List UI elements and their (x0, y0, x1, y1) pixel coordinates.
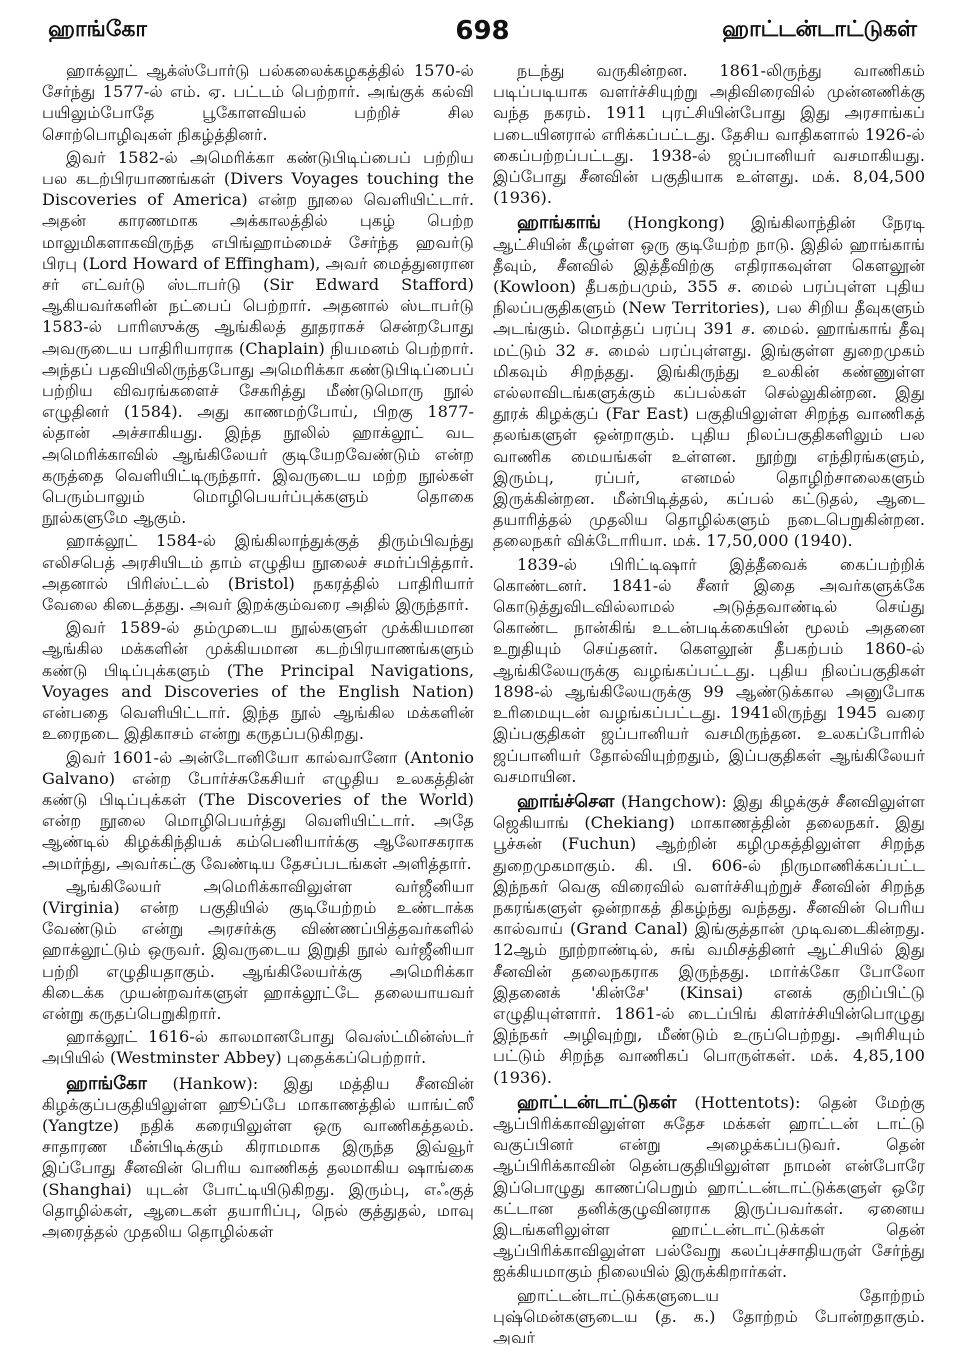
paragraph-text: ஹாக்லூட் 1616-ல் காலமானபோது வெஸ்ட்மின்ஸ்டர் அபியில் (Westminster Abbey) புதைக்கப்பெற்றார். (42, 1027, 474, 1068)
running-header (48, 14, 917, 48)
paragraph-text: நடந்து வருகின்றன. 1861-லிருந்து வாணிகம் படிப்படியாக வளர்ச்சியுற்று அதிவிரைவில் முன்னணிக்கு வந்த நகரம். 1911 புரட்சியின்போது இது அரசாங்கப் படையினரால் எரிக்கப்பட்டது. தேசிய வாதிகளால் 1926-ல் கைப்பற்றப்பட்டது. 1938-ல் ஜப்பானியர் வசமாகியது. இப்போது சீனவின் பகுதியாக உள்ளது. மக். 8,04,500 (1936). (493, 61, 925, 208)
paragraph-text: ஹாக்லூட் 1584-ல் இங்கிலாந்துக்குத் திரும்பிவந்து எலிசபெத் அரசியிடம் தாம் எழுதிய நூலைச் சமர்ப்பித்தார். அதனால் பிரிஸ்ட்டல் (Bristol) நகரத்தில் பாதிரியார் வேலை கிடைத்தது. அவர் இறக்கும்வரை அதில் இருந்தார். (42, 531, 474, 615)
entry-paragraph (493, 791, 925, 1088)
left-column (42, 60, 474, 1350)
entry-headword: ஹாட்டன்டாட்டுகள் (517, 1091, 677, 1113)
body-paragraph (42, 876, 474, 1024)
body-paragraph (493, 1285, 925, 1349)
entry-paragraph (493, 1092, 925, 1283)
entry-headword: ஹாங்காங் (517, 212, 601, 234)
paragraph-text: ஆங்கிலேயர் அமெரிக்காவிலுள்ள வர்ஜீனியா (Virginia) என்ற பகுதியில் குடியேற்றம் உண்டாக்க வேண்டும் என்று அரசர்க்கு விண்ணப்பித்தவர்களில் ஹாக்லூட்டும் ஒருவர். இவருடைய இறுதி நூல் வர்ஜீனியா பற்றி எழுதியதாகும். ஆங்கிலேயர்க்கு அமெரிக்கா கிடைக்க முயன்றவர்களுள் ஹாக்லூட்டே தலையாயவர் என்று கருதப்பெறுகிறார். (42, 876, 474, 1023)
header-left-headword: ஹாங்கோ (48, 17, 147, 42)
page-number: 698 (455, 16, 510, 46)
paragraph-text: ஹாக்லூட் ஆக்ஸ்போர்டு பல்கலைக்கழகத்தில் 1570-ல் சேர்ந்து 1577-ல் எம். ஏ. பட்டம் பெற்றார். அங்குக் கல்வி பயிலும்போதே பூகோளவியல் பற்றிச் சில சொற்பொழிவுகள் நிகழ்த்தினர். (42, 61, 474, 144)
body-paragraph (42, 530, 474, 615)
paragraph-text: இவர் 1601-ல் அன்டோனியோ கால்வானோ (Antonio Galvano) என்ற போர்ச்சுகேசியர் எழுதிய உலகத்தின் கண்டு பிடிப்புக்கள் (The Discoveries of the World) என்ற நூலை மொழிபெயர்த்து வெளியிட்டார். அதே ஆண்டில் கிழக்கிந்தியக் கம்பெனியார்க்கு ஆலோசகராக அமர்ந்து, அவர்கட்கு வேண்டிய தேசப்படங்கள் அளித்தார். (42, 747, 474, 873)
header-right-headword: ஹாட்டன்டாட்டுகள் (722, 17, 917, 42)
entry-headword: ஹாங்கோ (66, 1072, 147, 1094)
text-columns (42, 60, 925, 1350)
paragraph-text: (Hottentots): தென் மேற்கு ஆப்பிரிக்காவிலுள்ள சுதேச மக்கள் ஹாட்டன் டாட்டு வகுப்பினர் என்று அழைக்கப்படுவர். தென் ஆப்பிரிக்காவின் தென்பகுதியிலுள்ள நாமன் என்போரே இப்பொழுது காணப்பெறும் ஹாட்டன்டாட்டுக்களுள் ஒரே கட்டான தனிக்குழுவினராக இருப்பவர்கள். ஏனைய இடங்களிலுள்ள ஹாட்டன்டாட்டுக்கள் தென் ஆப்பிரிக்காவிலுள்ள பல்வேறு கலப்புச்சாதியருள் சேர்ந்து ஐக்கியமாகும் நிலையில் இருக்கிறார்கள். (493, 1092, 925, 1282)
paragraph-text: இவர் 1582-ல் அமெரிக்கா கண்டுபிடிப்பைப் பற்றிய பல கடற்பிரயாணங்கள் (Divers Voyages touching the Discoveries of America) என்ற நூலை வெளியிட்டார். அதன் காரணமாக அக்காலத்தில் புகழ் பெற்ற மாலுமிகளாகவிருந்த எபிங்ஹாம்மைச் சேர்ந்த ஹவர்டு பிரபு (Lord Howard of Effingham), அவர் மைத்துனரான சர் எட்வர்டு ஸ்டாபர்டு (Sir Edward Stafford) ஆகியவர்களின் நட்பைப் பெற்றார். அதனால் ஸ்டாபர்டு 1583-ல் பாரிஸுக்கு ஆங்கிலத் தூதராகச் சென்றபோது அவருடைய பாதிரியாராக (Chaplain) நியமனம் பெற்றார். அந்தப் பதவியிலிருந்தபோது அமெரிக்கா கண்டுபிடிப்பைப் பற்றிய விவரங்களைச் சேகரித்து மீண்டுமொரு நூல் எழுதினர் (1584). அது காணமற்போய், பிறகு 1877-ல்தான் அச்சாகியது. இந்த நூலில் ஹாக்லூட் வட அமெரிக்காவில் ஆங்கிலேயர் குடியேறவேண்டும் என்ற கருத்தை வெளியிட்டிருந்தார். இவருடைய மற்ற நூல்கள் பெரும்பாலும் மொழிபெயர்ப்புக்களும் தொகை நூல்களுமே ஆகும். (42, 147, 474, 528)
body-paragraph (42, 617, 474, 744)
paragraph-text: (Hankow): இது மத்திய சீனவின் கிழக்குப்பகுதியிலுள்ள ஹூப்பே மாகாணத்தில் யாங்ட்ஸீ (Yangtze) நதிக் கரையிலுள்ள ஒரு வாணிகத்தலம். சாதாரண மீன்பிடிக்கும் கிராமமாக இருந்த இவ்வூர் இப்போது சீனவின் பெரிய வாணிகத் தலமாகிய ஷாங்கை (Shanghai) யுடன் போட்டியிடுகிறது. இரும்பு, எஃகுத் தொழில்கள், ஆடைகள் தயாரிப்பு, நெல் குத்துதல், மாவு அரைத்தல் முதலிய தொழில்கள் (42, 1073, 474, 1241)
paragraph-text: (Hongkong) இங்கிலாந்தின் நேரடி ஆட்சியின் கீழுள்ள ஒரு குடியேற்ற நாடு. இதில் ஹாங்காங் தீவும், சீனவில் இத்தீவிற்கு எதிராகவுள்ள கௌலூன் (Kowloon) தீபகற்பமும், 355 ச. மைல் பரப்புள்ள புதிய நிலப்பகுதிகளும் (New Territories), பல சிறிய தீவுகளும் அடங்கும். மொத்தப் பரப்பு 391 ச. மைல். ஹாங்காங் தீவு மட்டும் 32 ச. மைல் பரப்புள்ளது. இங்குள்ள துறைமுகம் மிகவும் சிறந்தது. இங்கிருந்து உலகின் கண்ணுள்ள எல்லாவிடங்களுக்கும் கப்பல்கள் செல்லுகின்றன. இது தூரக் கிழக்குப் (Far East) பகுதியிலுள்ள சிறந்த வாணிகத் தலங்களுள் ஒன்றாகும். புதிய நிலப்பகுதிகளிலும் பல வாணிக மையங்கள் உள்ளன. நூற்று எந்திரங்களும், இரும்பு, ரப்பர், எனமல் தொழிற்சாலைகளும் இருக்கின்றன. மீன்பிடித்தல், கப்பல் கட்டுதல், ஆடை தயாரித்தல் முதலிய தொழில்களும் நடைபெறுகின்றன. தலைநகர் விக்டோரியா. மக். 17,50,000 (1940). (493, 213, 925, 551)
paragraph-text: 1839-ல் பிரிட்டிஷார் இத்தீவைக் கைப்பற்றிக் கொண்டனர். 1841-ல் சீனர் இதை அவர்களுக்கே கொடுத்துவிடவில்லாமல் அடுத்தவாண்டில் செய்து கொண்ட நான்கிங் உடன்படிக்கையின் மூலம் அதனை உறுதியும் செய்தனர். கௌலூன் தீபகற்பம் 1860-ல் ஆங்கிலேயருக்கு வழங்கப்பட்டது. புதிய நிலப்பகுதிகள் 1898-ல் ஆங்கிலேயருக்கு 99 ஆண்டுக்கால அனுபோக உரிமையுடன் வழங்கப்பட்டது. 1941லிருந்து 1945 வரை இப்பகுதிகள் ஜப்பானியர் வசமிருந்தன. உலகப்போரில் ஜப்பானியர் தோல்வியுற்றதும், இப்பகுதிகள் ஆங்கிலேயர் வசமாயின. (493, 554, 925, 786)
body-paragraph (42, 747, 474, 874)
body-paragraph (42, 60, 474, 145)
entry-headword: ஹாங்ச்சௌ (517, 790, 615, 812)
body-paragraph (493, 554, 925, 787)
entry-paragraph (493, 212, 925, 551)
body-paragraph (42, 1026, 474, 1068)
paragraph-text: ஹாட்டன்டாட்டுக்களுடைய தோற்றம் புஷ்மென்களுடைய (த. க.) தோற்றம் போன்றதாகும். அவர் (493, 1285, 925, 1347)
paragraph-text: (Hangchow): இது கிழக்குச் சீனவிலுள்ள ஜெகியாங் (Chekiang) மாகாணத்தின் தலைநகர். இது பூச்சுன் (Fuchun) ஆற்றின் கழிமுகத்திலுள்ள சிறந்த துறைமுகமாகும். கி. பி. 606-ல் நிருமாணிக்கப்பட்ட இந்நகர் வெகு விரைவில் வளர்ச்சியுற்றுச் சீனவின் சிறந்த நகரங்களுள் ஒன்றாகத் திகழ்ந்து வந்தது. சீனவின் பெரிய கால்வாய் (Grand Canal) இங்குத்தான் முடிவடைகின்றது. 12ஆம் நூற்றாண்டில், சுங் வமிசத்தினர் ஆட்சியில் இது சீனவின் தலைநகராக இருந்தது. மார்க்கோ போலோ இதனைக் 'கின்சே' (Kinsai) எனக் குறிப்பிட்டு எழுதியுள்ளார். 1861-ல் டைப்பிங் கிளர்ச்சியின்பொழுது இந்நகர் அழிவுற்று, மீண்டும் உருப்பெற்றது. அரிசியும் பட்டும் சிறந்த வாணிகப் பொருள்கள். மக். 4,85,100 (1936). (493, 791, 925, 1087)
body-paragraph (493, 60, 925, 208)
body-paragraph (42, 147, 474, 529)
paragraph-text: இவர் 1589-ல் தம்முடைய நூல்களுள் முக்கியமான ஆங்கில மக்களின் முக்கியமான கடற்பிரயாணங்களும் கண்டு பிடிப்புக்களும் (The Principal Navigations, Voyages and Discoveries of the English Nation) என்பதை வெளியிட்டார். இந்த நூல் ஆங்கில மக்களின் உரைநடை இதிகாசம் என்று கருதப்படுகிறது. (42, 618, 474, 744)
right-column (493, 60, 925, 1350)
entry-paragraph (42, 1073, 474, 1243)
